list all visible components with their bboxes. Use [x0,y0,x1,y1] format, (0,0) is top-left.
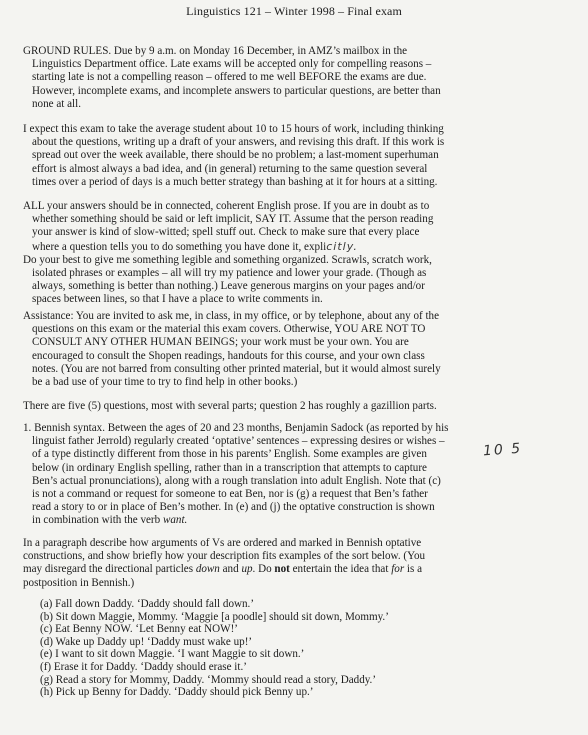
prose-paragraph [23,200,571,307]
list-item: (b) Sit down Maggie, Mommy. ‘Maggie [a poodle] should sit down, Mommy.’ [40,610,389,623]
assistance-paragraph [23,310,571,389]
text-line: none at all. [32,97,81,110]
text-line: about the questions, writing up a draft of your answers, and revising this draft. If this work is [32,136,445,149]
text-line: ALL your answers should be in connected, coherent English prose. If you are in doubt as to [23,200,430,212]
text-line: starting late is not a compelling reason – offered to me well BEFORE the exams are due. [32,71,427,84]
question-1-paragraph [23,422,571,528]
list-item: (f) Erase it for Daddy. ‘Daddy should erase it.’ [40,660,247,673]
text-line: read a story to or in place of Ben’s mother. In (e) and (j) the optative construction is shown [32,501,435,514]
text-line: spaces between lines, so that I have a place to write comments in. [32,293,323,306]
text-line: postposition in Bennish.) [23,576,135,589]
list-item: (e) I want to sit down Maggie. ‘I want Maggie to sit down.’ [40,648,305,661]
text-fragment: is a [404,563,423,576]
text-line: linguist father Jerrold) regularly created ‘optative’ sentences – expressing desires or wishes – [32,435,445,448]
text-line: below (in ordinary English spelling, rather than in a transcription that attempts to capture [32,461,427,474]
particle-up: up [241,563,253,576]
text-line: questions on this exam or the material this exam covers. Otherwise, YOU ARE NOT TO [32,323,426,336]
text-line: CONSULT ANY OTHER HUMAN BEINGS; your work must be your own. You are [32,336,409,349]
text-line: encouraged to consult the Shopen readings, handouts for this course, and your own class [32,349,425,362]
text-line: effort is almost always a bad idea, and (in general) returning to the same question several [32,162,428,175]
text-line: In a paragraph describe how arguments of Vs are ordered and marked in Bennish optative [23,537,422,549]
page-title: Linguistics 121 – Winter 1998 – Final exam [186,4,402,18]
text-fragment: entertain the idea that [289,563,392,576]
handwritten-grade: 10 5 [482,440,523,460]
text-line: of a type distinctly different from those in his parents’ English. Some examples are given [32,448,427,461]
instructions-paragraph [23,537,571,590]
word-for: for [391,563,405,576]
text-line [23,563,571,576]
text-line: always, something is better than nothing.) Leave generous margins on your pages and/or [32,280,425,293]
text-line: GROUND RULES. Due by 9 a.m. on Monday 16 December, in AMZ’s mailbox in the [23,45,408,57]
text-line [23,514,571,527]
text-line: Linguistics Department office. Late exams will be accepted only for compelling reasons – [32,58,432,71]
text-fragment: where a question tells you to do something you have done it, expli [32,240,327,253]
handwritten-correction: citly. [326,239,358,253]
text-line: be a bad use of your time to try to find help in other books.) [32,376,298,389]
text-fragment: may disregard the directional particles [23,563,196,576]
question-count-paragraph [23,400,571,413]
particle-down: down [195,563,220,576]
text-line: Do your best to give me something legible and something organized. Scrawls, scratch work, [23,253,432,266]
list-item: (h) Pick up Benny for Daddy. ‘Daddy should pick Benny up.’ [40,686,314,699]
text-line: times over a period of days is a much better strategy than bashing at it for hours at a sitting. [32,175,438,188]
verb-want: want. [162,514,188,527]
text-line: I expect this exam to take the average student about 10 to 15 hours of work, including thinking [23,123,444,135]
text-fragment: and [219,563,242,576]
text-line: constructions, and show briefly how your description fits examples of the sort below. (You [23,550,426,563]
list-item: (g) Read a story for Mommy, Daddy. ‘Mommy should read a story, Daddy.’ [40,673,377,686]
text-fragment: in combination with the verb [32,514,163,527]
expectations-paragraph [23,123,571,189]
examples-list [40,598,580,699]
text-line: whether something should be said or left implicit, SAY IT. Assume that the person reading [32,213,434,226]
list-item: (d) Wake up Daddy up! ‘Daddy must wake up!’ [40,635,253,648]
text-line: However, incomplete exams, and incomplete answers to particular questions, are better than [32,84,441,97]
text-line: spread out over the week available, there should be no problem; a last-moment superhuman [32,149,439,162]
text-line: There are five (5) questions, most with several parts; question 2 has roughly a gazillion parts. [23,400,437,412]
text-line: isolated phrases or examples – all will try my patience and lower your grade. (Though as [32,267,427,280]
list-item: (a) Fall down Daddy. ‘Daddy should fall down.’ [40,598,255,610]
text-line: notes. (You are not barred from consulting other printed material, but it would almost surely [32,362,441,375]
text-line [23,240,571,254]
text-fragment: . Do [252,563,275,576]
text-line: 1. Bennish syntax. Between the ages of 20 and 23 months, Benjamin Sadock (as reported by his [23,422,449,434]
list-item: (c) Eat Benny NOW. ‘Let Benny eat NOW!’ [40,623,238,636]
ground-rules-paragraph [23,45,571,111]
text-line: Assistance: You are invited to ask me, in class, in my office, or by telephone, about any of the [23,310,440,322]
text-line: Ben’s actual pronunciations), along with a rough translation into adult English. Note that (c) [32,474,441,487]
text-line: is not a command or request for someone to eat Ben, nor is (g) a request that Ben’s father [32,488,428,501]
emphasis-not: not [274,563,290,576]
text-line: your answer is kind of slow-witted; spell stuff out. Check to make sure that every place [32,226,420,239]
